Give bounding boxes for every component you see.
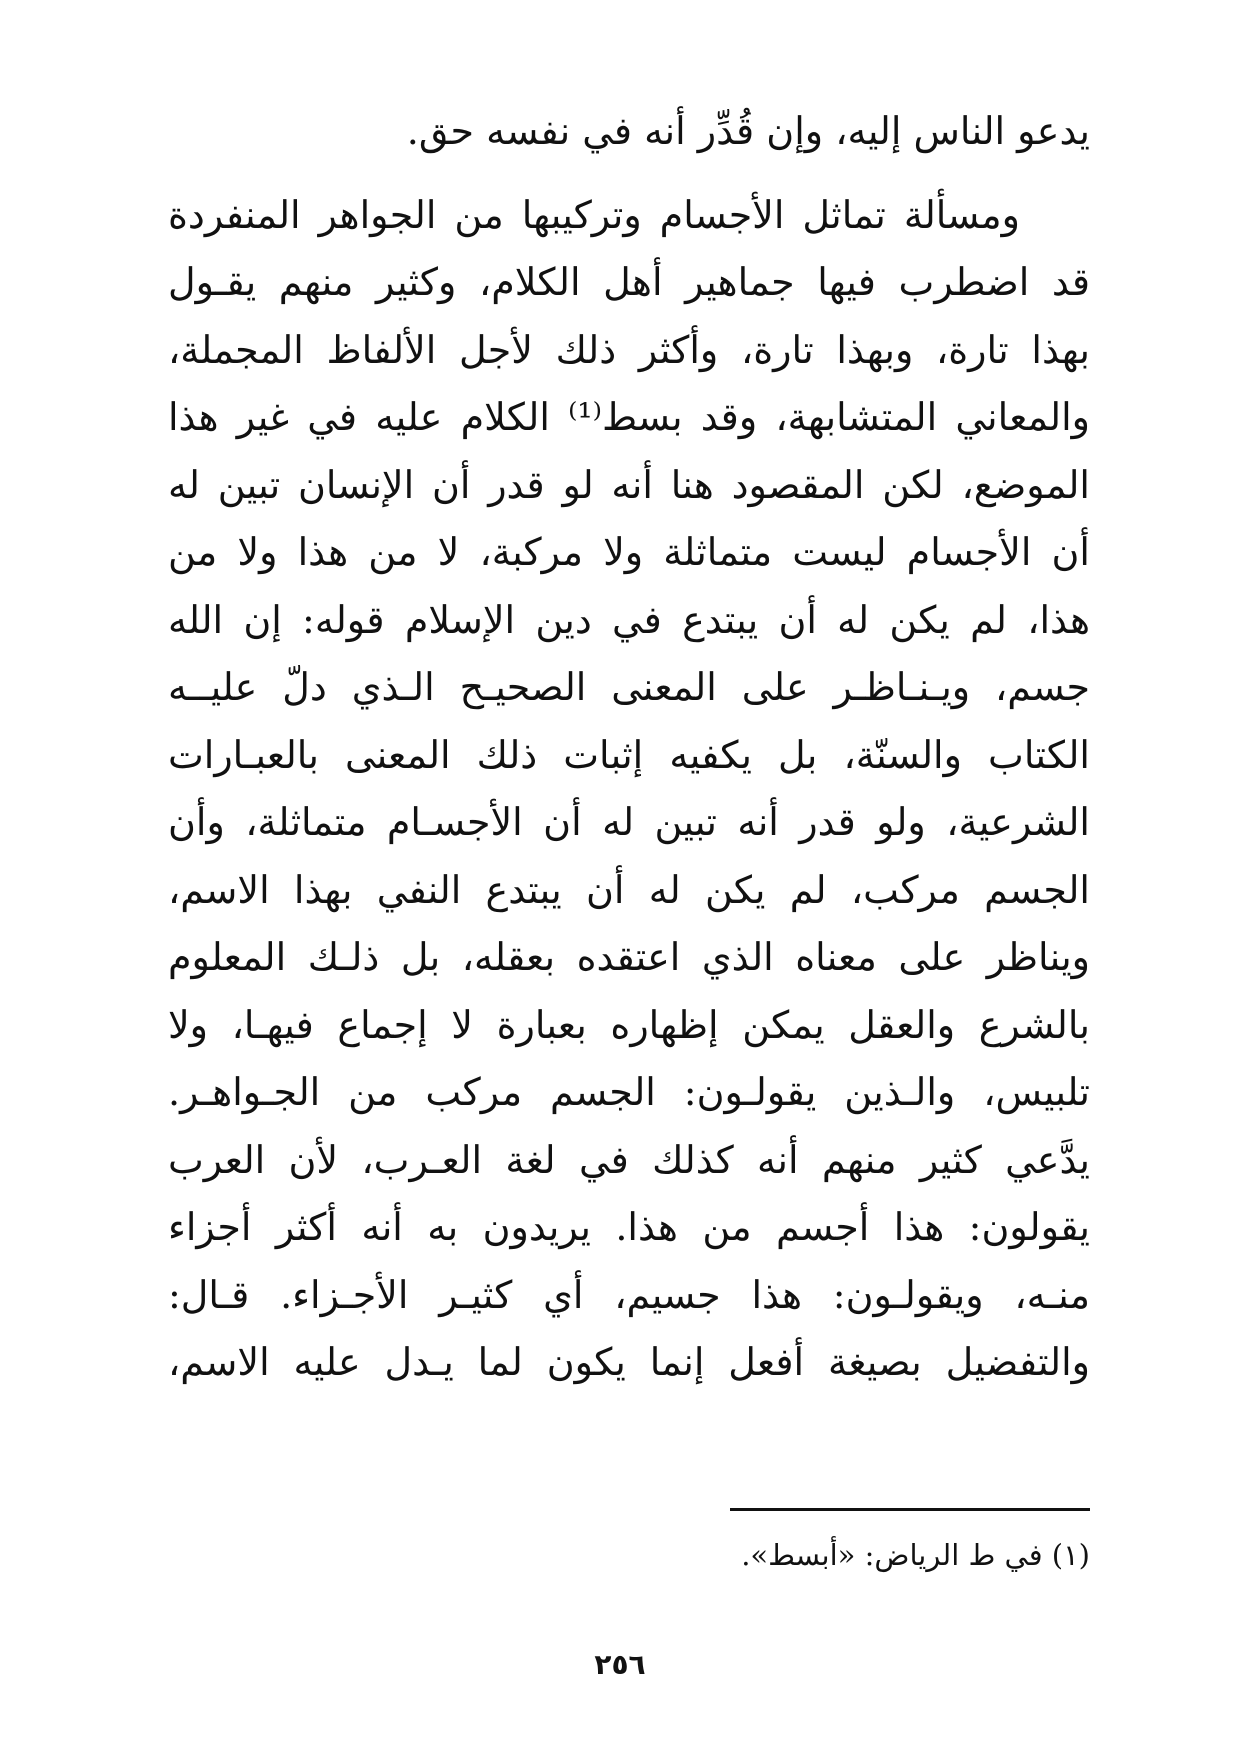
text-line: تلبيس، والـذين يقولـون: الجسم مركب من الجـواهـر. [168, 1070, 1090, 1114]
text-line: والمعاني المتشابهة، وقد بسط⁽¹⁾ الكلام عليه في غير هذا [168, 395, 1090, 439]
page-number: ٢٥٦ [594, 1648, 646, 1681]
text-line: قد اضطرب فيها جماهير أهل الكلام، وكثير منهم يقـول [168, 260, 1090, 304]
text-line: منـه، ويقولـون: هذا جسيم، أي كثيـر الأجـزاء. قـال: [168, 1272, 1090, 1317]
footnote-divider [730, 1508, 1090, 1511]
text-line: بهذا تارة، وبهذا تارة، وأكثر ذلك لأجل الألفاظ المجملة، [168, 327, 1090, 372]
text-line: ومسألة تماثل الأجسام وتركيبها من الجواهر المنفردة [168, 192, 1020, 237]
text-line: بالشرع والعقل يمكن إظهاره بعبارة لا إجماع فيهـا، ولا [168, 1002, 1090, 1047]
paragraph-gap [168, 166, 1090, 182]
text-line: يقولون: هذا أجسم من هذا. يريدون به أنه أكثر أجزاء [168, 1205, 1090, 1249]
text-line: يدعو الناس إليه، وإن قُدِّر أنه في نفسه حق. [406, 109, 1090, 153]
text-line: أن الأجسام ليست متماثلة ولا مركبة، لا من هذا ولا من [168, 530, 1090, 574]
text-line: جسم، ويـنـاظـر على المعنى الصحيـح الـذي دلّ عليــه [168, 665, 1090, 709]
text-line: الشرعية، ولو قدر أنه تبين له أن الأجسـام متماثلة، وأن [168, 800, 1090, 844]
text-line: الكتاب والسنّة، بل يكفيه إثبات ذلك المعنى بالعبـارات [168, 732, 1090, 777]
text-line: والتفضيل بصيغة أفعل إنما يكون لما يـدل عليه الاسم، [168, 1340, 1090, 1384]
text-line: ويناظر على معناه الذي اعتقده بعقله، بل ذلـك المعلوم [168, 935, 1090, 979]
text-line: الجسم مركب، لم يكن له أن يبتدع النفي بهذا الاسم، [168, 867, 1090, 912]
text-line: يدَّعي كثير منهم أنه كذلك في لغة العـرب، لأن العرب [168, 1137, 1091, 1182]
text-line: هذا، لم يكن له أن يبتدع في دين الإسلام قوله: إن الله [168, 597, 1090, 642]
text-line: الموضع، لكن المقصود هنا أنه لو قدر أن الإنسان تبين له [168, 462, 1090, 507]
footnote: (١) في ط الرياض: «أبسط». [741, 1538, 1090, 1572]
body-text [168, 98, 1090, 1397]
